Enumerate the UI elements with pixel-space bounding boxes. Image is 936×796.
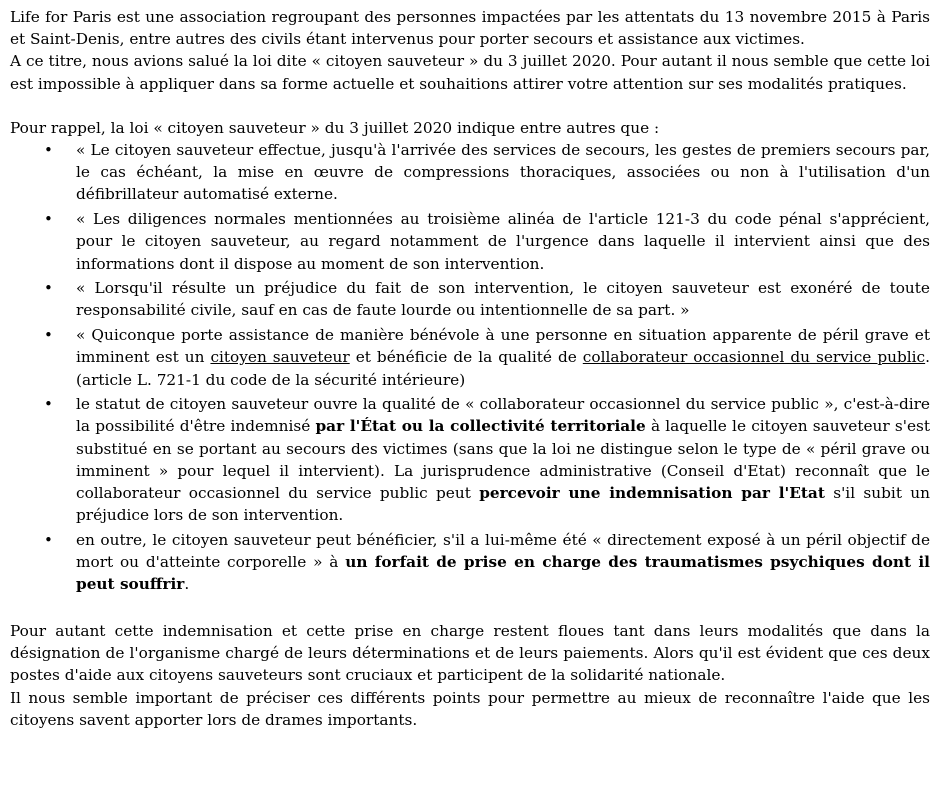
underlined-term-citoyen-sauveteur: citoyen sauveteur <box>210 348 350 367</box>
document-body <box>10 6 930 731</box>
list-item-text: « Les diligences normales mentionnées au troisième alinéa de l'article 121-3 du code pénal s'apprécient, pour le citoyen sauveteur, au regard notamment de l'urgence dans laquelle il intervient ainsi que des informations dont il dispose au moment de son intervention. <box>76 210 930 273</box>
paragraph-gap <box>10 95 930 117</box>
paragraph-gap <box>10 598 930 620</box>
bullet-icon: • <box>44 141 53 160</box>
list-item <box>10 277 930 321</box>
intro-paragraph-2: A ce titre, nous avions salué la loi dite « citoyen sauveteur » du 3 juillet 2020. Pour autant il nous semble que cette loi est impossible à appliquer dans sa forme actuelle et souhaitions attirer votre attention sur ses modalités pratiques. <box>10 52 930 93</box>
list-item-text: s'il subit un préjudice lors de son intervention. <box>76 484 930 525</box>
list-item-text: à laquelle le citoyen sauveteur s'est substitué en se portant au secours des victimes (sans que la loi ne distingue selon le type de « péril grave ou imminent » pour lequel il intervient). La jurisprudence administrative (Conseil d'Etat) reconnaît que le collaborateur occasionnel du service public peut <box>76 417 931 503</box>
list-item <box>10 393 930 526</box>
list-item-text: « Le citoyen sauveteur effectue, jusqu'à l'arrivée des services de secours, les gestes de premiers secours par, le cas échéant, la mise en œuvre de compressions thoraciques, associées ou non à l'utilisation d'un défibrillateur automatisé externe. <box>76 141 930 204</box>
law-bullet-list <box>10 139 930 596</box>
list-item-text: et bénéficie de la qualité de <box>349 348 583 367</box>
list-item-text: . <box>184 575 190 594</box>
bold-text: un forfait de prise en charge des traumatismes psychiques dont il peut souffrir <box>76 553 930 594</box>
list-item-text: en outre, le citoyen sauveteur peut bénéficier, s'il a lui-même été « directement exposé à un péril objectif de mort ou d'atteinte corporelle » à <box>76 530 930 572</box>
bullet-icon: • <box>44 530 53 549</box>
list-item <box>10 139 930 206</box>
list-item <box>10 529 930 596</box>
bullet-icon: • <box>44 279 53 298</box>
conclusion-paragraph-1: Pour autant cette indemnisation et cette prise en charge restent floues tant dans leurs modalités que dans la désignation de l'organisme chargé de leurs déterminations et de leurs paiements. Alors qu'il est évident que ces deux postes d'aide aux citoyens sauveteurs sont cruciaux et participent de la solidarité nationale. <box>10 622 930 685</box>
conclusion-paragraph-2: Il nous semble important de préciser ces différents points pour permettre au mieux de reconnaître l'aide que les citoyens savent apporter lors de drames importants. <box>10 688 930 729</box>
bold-text: par l'État ou la collectivité territoriale <box>315 417 646 436</box>
underlined-term-collaborateur: collaborateur occasionnel du service public <box>582 348 926 367</box>
bold-text: percevoir une indemnisation par l'Etat <box>479 484 825 503</box>
intro-paragraph-1: Life for Paris est une association regroupant des personnes impactées par les attentats du 13 novembre 2015 à Paris et Saint-Denis, entre autres des civils étant intervenus pour porter secours et assistance aux victimes. <box>10 8 930 49</box>
bullet-icon: • <box>44 395 53 414</box>
list-item-text: le statut de citoyen sauveteur ouvre la qualité de « collaborateur occasionnel du service public », c'est-à-dire la possibilité d'être indemnisé <box>76 395 930 436</box>
list-item-text: « Quiconque porte assistance de manière bénévole à une personne en situation apparente de péril grave et imminent est un <box>76 326 930 367</box>
list-item-text: « Lorsqu'il résulte un préjudice du fait de son intervention, le citoyen sauveteur est exonéré de toute responsabilité civile, sauf en cas de faute lourde ou intentionnelle de sa part. » <box>76 279 930 320</box>
bullet-icon: • <box>44 210 53 229</box>
list-item <box>10 324 930 391</box>
bullet-icon: • <box>44 326 53 345</box>
list-item-text: . (article L. 721-1 du code de la sécurité intérieure) <box>76 348 931 389</box>
list-item <box>10 208 930 275</box>
rappel-paragraph: Pour rappel, la loi « citoyen sauveteur » du 3 juillet 2020 indique entre autres que : <box>10 118 660 137</box>
